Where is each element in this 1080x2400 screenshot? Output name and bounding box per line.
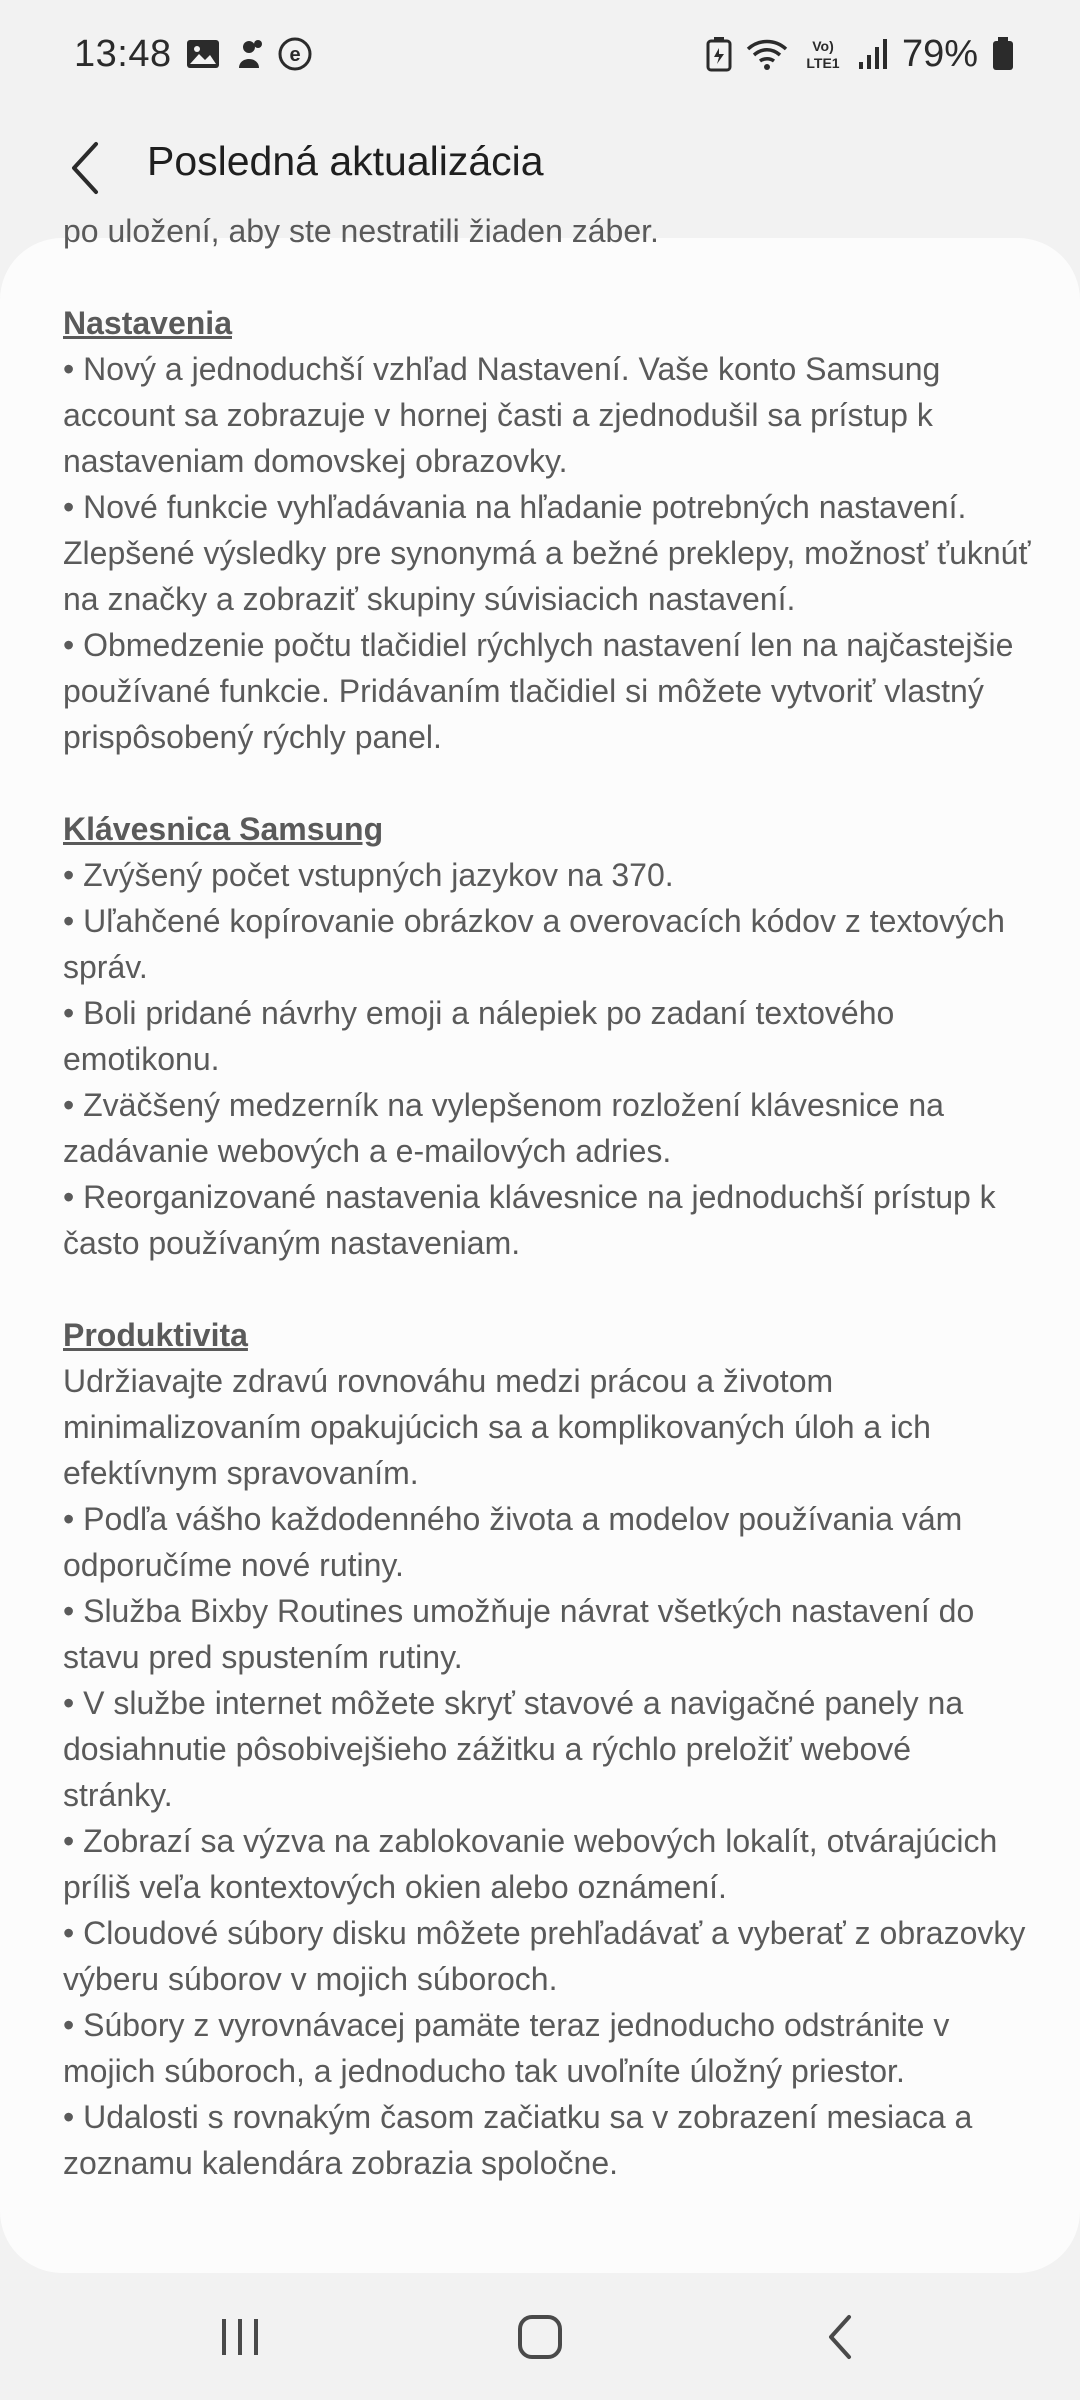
battery-icon: [992, 37, 1014, 71]
svg-text:Vo): Vo): [812, 38, 834, 54]
text-line: account sa zobrazuje v hornej časti a zjednodušil sa prístup k: [63, 397, 933, 433]
section-title-klavesnica: Klávesnica Samsung: [63, 811, 384, 847]
text-line: efektívnym spravovaním.: [63, 1455, 419, 1491]
text-line: zadávanie webových a e-mailových adries.: [63, 1133, 672, 1169]
intro-line: po uložení, aby ste nestratili žiaden záber.: [63, 213, 659, 249]
svg-text:e: e: [289, 44, 301, 66]
text-line: • Nové funkcie vyhľadávania na hľadanie potrebných nastavení.: [63, 489, 967, 525]
text-line: • Cloudové súbory disku môžete prehľadávať a vyberať z obrazovky: [63, 1915, 1026, 1951]
text-line: stavu pred spustením rutiny.: [63, 1639, 463, 1675]
text-line: správ.: [63, 949, 148, 985]
text-line: • Zobrazí sa výzva na zablokovanie webových lokalít, otvárajúcich: [63, 1823, 998, 1859]
page-title: Posledná aktualizácia: [147, 138, 544, 184]
text-line: na značky a zobraziť skupiny súvisiacich nastavení.: [63, 581, 796, 617]
text-line: výberu súborov v mojich súboroch.: [63, 1961, 558, 1997]
text-line: často používaným nastaveniam.: [63, 1225, 521, 1261]
section-title-nastavenia: Nastavenia: [63, 305, 232, 341]
recent-apps-icon: [218, 2315, 262, 2359]
notification-app-icon: [234, 38, 264, 70]
text-line: minimalizovaním opakujúcich sa a komplikovaných úloh a ich: [63, 1409, 931, 1445]
home-button[interactable]: [480, 2287, 600, 2387]
status-bar-right: [706, 33, 1014, 76]
text-line: mojich súboroch, a jednoducho tak uvoľníte úložný priestor.: [63, 2053, 905, 2089]
text-line: • Zvýšený počet vstupných jazykov na 370.: [63, 857, 674, 893]
update-notes: [63, 208, 1031, 2186]
navigation-bar: [0, 2273, 1080, 2400]
section-title-produktivita: Produktivita: [63, 1317, 248, 1353]
text-line: • Súbory z vyrovnávacej pamäte teraz jednoducho odstránite v: [63, 2007, 950, 2043]
text-line: Zlepšené výsledky pre synonymá a bežné preklepy, možnosť ťuknúť: [63, 535, 1031, 571]
signal-icon: [858, 38, 888, 70]
text-line: • Udalosti s rovnakým časom začiatku sa v zobrazení mesiaca a: [63, 2099, 973, 2135]
text-line: • Boli pridané návrhy emoji a nálepiek po zadaní textového: [63, 995, 895, 1031]
text-line: odporučíme nové rutiny.: [63, 1547, 404, 1583]
text-line: • Reorganizované nastavenia klávesnice na jednoduchší prístup k: [63, 1179, 996, 1215]
recent-apps-button[interactable]: [180, 2287, 300, 2387]
status-time: 13:48: [74, 32, 172, 75]
nav-back-button[interactable]: [780, 2287, 900, 2387]
text-line: používané funkcie. Pridávaním tlačidiel si môžete vytvoriť vlastný: [63, 673, 984, 709]
gallery-icon: [186, 39, 220, 69]
text-line: Udržiavajte zdravú rovnováhu medzi prácou a životom: [63, 1363, 834, 1399]
text-line: dosiahnutie pôsobivejšieho zážitku a rýchlo preložiť webové: [63, 1731, 912, 1767]
text-line: stránky.: [63, 1777, 173, 1813]
text-line: • Zväčšený medzerník na vylepšenom rozložení klávesnice na: [63, 1087, 944, 1123]
text-line: • Uľahčené kopírovanie obrázkov a overovacích kódov z textových: [63, 903, 1005, 939]
text-line: prispôsobený rýchly panel.: [63, 719, 442, 755]
volte-icon: [802, 36, 844, 72]
status-bar-left: [74, 33, 312, 76]
svg-text:LTE1: LTE1: [806, 55, 840, 71]
content-card[interactable]: [0, 213, 1080, 2273]
battery-percent: 79%: [901, 32, 978, 75]
back-chevron-icon: [823, 2313, 857, 2361]
text-line: • Obmedzenie počtu tlačidiel rýchlych nastavení len na najčastejšie: [63, 627, 1014, 663]
text-line: • Nový a jednoduchší vzhľad Nastavení. Vaše konto Samsung: [63, 351, 941, 387]
text-line: emotikonu.: [63, 1041, 220, 1077]
battery-saver-icon: [706, 37, 732, 71]
text-line: • Podľa vášho každodenného života a modelov používania vám: [63, 1501, 963, 1537]
e-app-icon: [278, 37, 312, 71]
chevron-left-icon: [64, 138, 104, 198]
text-line: • V službe internet môžete skryť stavové a navigačné panely na: [63, 1685, 964, 1721]
text-line: nastaveniam domovskej obrazovky.: [63, 443, 568, 479]
status-bar: [0, 0, 1080, 108]
text-line: príliš veľa kontextových okien alebo oznámení.: [63, 1869, 727, 1905]
wifi-icon: [746, 37, 788, 71]
text-line: zoznamu kalendára zobrazia spoločne.: [63, 2145, 618, 2181]
back-button[interactable]: [42, 126, 126, 210]
text-line: • Služba Bixby Routines umožňuje návrat všetkých nastavení do: [63, 1593, 975, 1629]
home-icon: [516, 2313, 564, 2361]
